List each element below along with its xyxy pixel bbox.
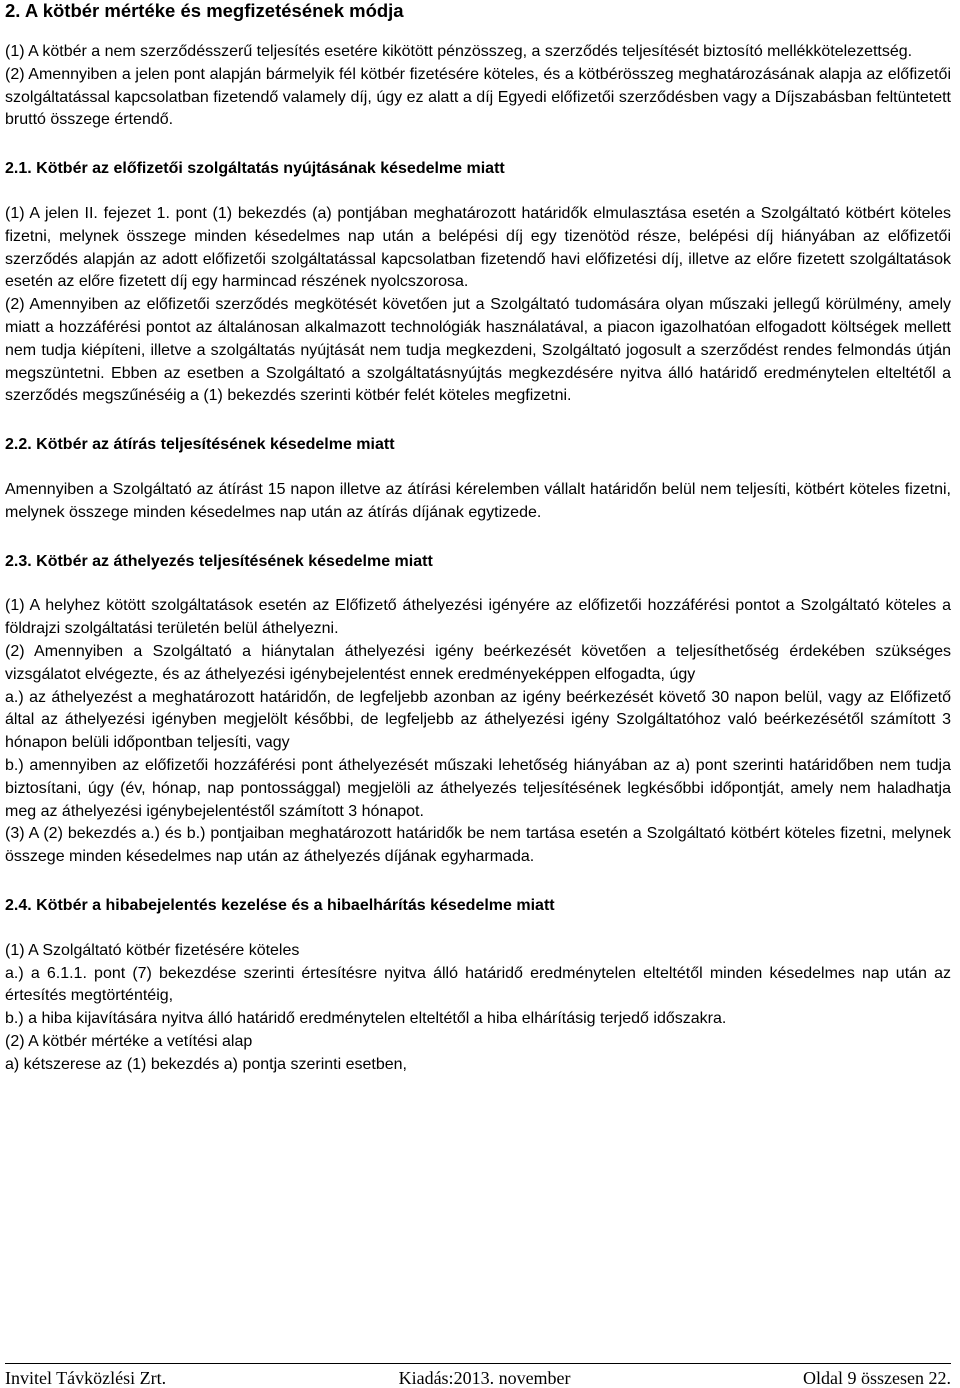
page-footer xyxy=(5,1363,951,1388)
spacer xyxy=(5,132,951,158)
spacer xyxy=(5,408,951,434)
section-2-3-heading: 2.3. Kötbér az áthelyezés teljesítésének késedelme miatt xyxy=(5,552,433,570)
section-2-3-paragraph-3: a.) az áthelyezést a meghatározott határidőn, de legfeljebb azonban az igény beérkezését követő 30 napon belül, vagy az Előfizető által az áthelyezési igényben megjelölt későbbi, de legfeljebb az áthelyezési igény Szolgáltatóhoz való beérkezésétől számított 3 hónapon belüli időpontban teljesíti, vagy xyxy=(5,688,951,752)
section-2-2-paragraph-1: Amennyiben a Szolgáltató az átírást 15 napon illetve az átírási kérelemben vállalt határidőn belül nem teljesíti, kötbért köteles fizetni, melynek összege minden késedelmes nap után az átírás díjának egytizede. xyxy=(5,480,951,521)
section-2-2-heading: 2.2. Kötbér az átírás teljesítésének késedelme miatt xyxy=(5,436,395,454)
section-2-1-heading: 2.1. Kötbér az előfizetői szolgáltatás nyújtásának késedelme miatt xyxy=(5,160,505,178)
section-2-4-paragraph-5: a) kétszerese az (1) bekezdés a) pontja szerinti esetben, xyxy=(5,1055,407,1073)
section-2-4-paragraph-2: a.) a 6.1.1. pont (7) bekezdése szerinti értesítésre nyitva álló határidő eredménytelen elteltétől minden késedelmes nap után az értesítés megtörténtéig, xyxy=(5,964,951,1005)
spacer xyxy=(5,869,951,895)
section-2-4-paragraph-4: (2) A kötbér mértéke a vetítési alap xyxy=(5,1032,253,1050)
footer-edition: Kiadás:2013. november xyxy=(398,1368,571,1388)
section-2-3-paragraph-5: (3) A (2) bekezdés a.) és b.) pontjaiban meghatározott határidők be nem tartása esetén a Szolgáltató kötbért köteles fizetni, melynek összege minden késedelmes nap után az áthelyezés díjának egyharmada. xyxy=(5,825,951,866)
section-2-3-paragraph-4: b.) amennyiben az előfizetői hozzáférési pont áthelyezését műszaki lehetőség hiányában az a) pont szerinti határidőben nem tudja biztosítani, úgy (év, hónap, nap pontossággal) megjelöli az áthelyezés teljesítésének legkésőbbi időpontját, amely nem haladhatja meg az áthelyezési igénybejelentéstől számított 3 hónapot. xyxy=(5,756,951,820)
footer-page-number: Oldal 9 összesen 22. xyxy=(803,1368,951,1388)
section-2-4-paragraph-1: (1) A Szolgáltató kötbér fizetésére köteles xyxy=(5,941,300,959)
spacer xyxy=(5,525,951,551)
section-2-3-paragraph-1: (1) A helyhez kötött szolgáltatások esetén az Előfizető áthelyezési igényére az előfizetői hozzáférési pontot a Szolgáltató köteles a földrajzi szolgáltatási területén belül áthelyezni. xyxy=(5,597,951,638)
section-2-3-paragraph-2: (2) Amennyiben a Szolgáltató a hiánytalan áthelyezési igény beérkezését követően a teljesíthetőség érdekében szükséges vizsgálatot elvégezte, és az áthelyezési igénybejelentést ennek eredményeképpen elfogadta, úgy xyxy=(5,642,951,683)
spacer xyxy=(5,573,951,595)
section-2-paragraph-2: (2) Amennyiben a jelen pont alapján bármelyik fél kötbér fizetésére köteles, és a kötbérösszeg meghatározásának alapja az előfizetői szolgáltatással kapcsolatban fizetendő valamely díj, úgy ez alatt a díj Egyedi előfizetői szerződésben vagy a Díjszabásban feltüntetett bruttó összege értendő. xyxy=(5,65,951,129)
section-2-heading: 2. A kötbér mértéke és megfizetésének módja xyxy=(5,0,404,21)
section-2-4-paragraph-3: b.) a hiba kijavítására nyitva álló határidő eredménytelen elteltétől a hiba elhárításig terjedő időszakra. xyxy=(5,1010,727,1028)
section-2-1-paragraph-2: (2) Amennyiben az előfizetői szerződés megkötését követően jut a Szolgáltató tudomására olyan műszaki jellegű körülmény, amely miatt a hozzáférési pontot az általánosan alkalmazott technológiák használatával, a piacon igazolhatóan elfogadott költségek mellett nem tudja kiépíteni, illetve a szolgáltatás nyújtását nem tudja megkezdeni, Szolgáltató jogosult a szerződést rendes felmondás útján megszüntetni. Ebben az esetben a Szolgáltató a szolgáltatásnyújtás megkezdésére nyitva álló határidő eredménytelen elteltétől a szerződés megszűnéséig a (1) bekezdés szerinti kötbér felét köteles megfizetni. xyxy=(5,296,951,405)
section-2-paragraph-1: (1) A kötbér a nem szerződésszerű teljesítés esetére kikötött pénzösszeg, a szerződés teljesítését biztosító mellékkötelezettség. xyxy=(5,43,913,60)
footer-company: Invitel Távközlési Zrt. xyxy=(5,1368,167,1388)
document-page xyxy=(5,0,951,1076)
section-2-1-paragraph-1: (1) A jelen II. fejezet 1. pont (1) bekezdés (a) pontjában meghatározott határidők elmulasztása esetén a Szolgáltató kötbért köteles fizetni, melynek összege minden késedelmes nap után a belépési díj egy tizenötöd része, belépési díj hiányában az előfizetői szerződés alapján az adott előfizetői szolgáltatással kapcsolatban fizetendő havi előfizetési díj, illetve az előre fizetett szolgáltatások esetén az előre fizetett díj egy harmincad részének nyolcszorosa. xyxy=(5,204,951,291)
spacer xyxy=(5,457,951,479)
spacer xyxy=(5,22,951,41)
spacer xyxy=(5,918,951,940)
spacer xyxy=(5,181,951,203)
section-2-4-heading: 2.4. Kötbér a hibabejelentés kezelése és a hibaelhárítás késedelme miatt xyxy=(5,896,555,914)
